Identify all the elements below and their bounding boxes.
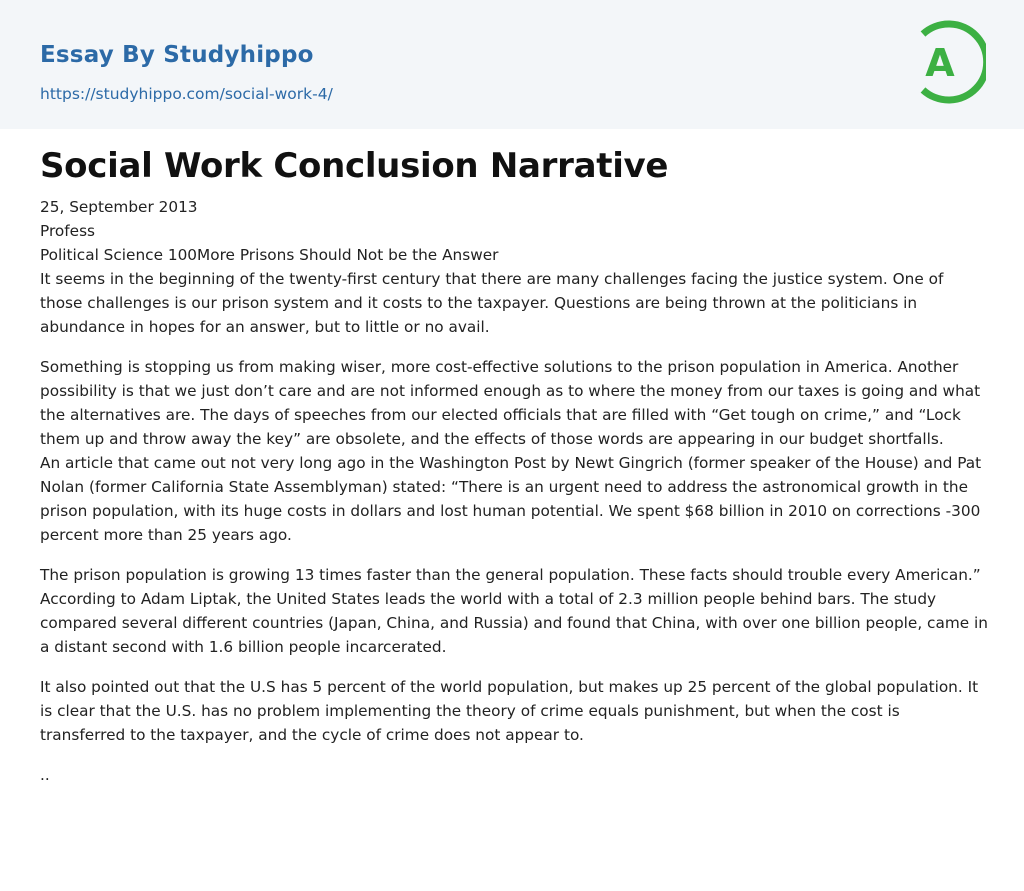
document-course-line: Political Science 100More Prisons Should Not be the Answer [40,246,499,264]
paragraph-6: It also pointed out that the U.S has 5 percent of the world population, but makes up 25 percent of the global population. It is clear that the U.S. has no problem implementing the theory of crime equals punishment, but when the cost is transferred to the taxpayer, and the cycle of crime does not appear to. [40,678,979,744]
source-url-link[interactable]: https://studyhippo.com/social-work-4/ [40,85,333,103]
document-date: 25, September 2013 [40,198,198,216]
paragraph-2: Something is stopping us from making wiser, more cost-effective solutions to the prison population in America. Another possibility is that we just don’t care and are not informed enough as to where the money from our taxes is going and what the alternatives are. The days of speeches from our elected officials that are filled with “Get tough on crime,” and “Lock them up and throw away the key” are obsolete, and the effects of those words are appearing in our budget shortfalls. [40,358,981,448]
paragraph-3: An article that came out not very long ago in the Washington Post by Newt Gingrich (former speaker of the House) and Pat Nolan (former California State Assemblyman) stated: “There is an urgent need to address the astronomical growth in the prison population, with its huge costs in dollars and lost human potential. We spent $68 billion in 2010 on corrections -300 percent more than 25 years ago. [40,454,982,544]
document-author: Profess [40,222,96,240]
studyhippo-logo-icon[interactable] [912,19,986,105]
page-header [0,0,1024,129]
brand-title[interactable]: Essay By Studyhippo [40,42,314,68]
document-body [40,195,988,787]
paragraph-4: The prison population is growing 13 times faster than the general population. These facts should trouble every American.” [40,566,981,584]
document-title: Social Work Conclusion Narrative [40,146,669,186]
paragraph-1: It seems in the beginning of the twenty-first century that there are many challenges facing the justice system. One of those challenges is our prison system and it costs to the taxpayer. Questions are being thrown at the politicians in abundance in hopes for an answer, but to little or no avail. [40,270,944,336]
logo-letter: A [925,41,955,85]
paragraph-ellipsis: .. [40,766,50,784]
paragraph-5: According to Adam Liptak, the United States leads the world with a total of 2.3 million people behind bars. The study compared several different countries (Japan, China, and Russia) and found that China, with over one billion people, came in a distant second with 1.6 billion people incarcerated. [40,590,988,656]
